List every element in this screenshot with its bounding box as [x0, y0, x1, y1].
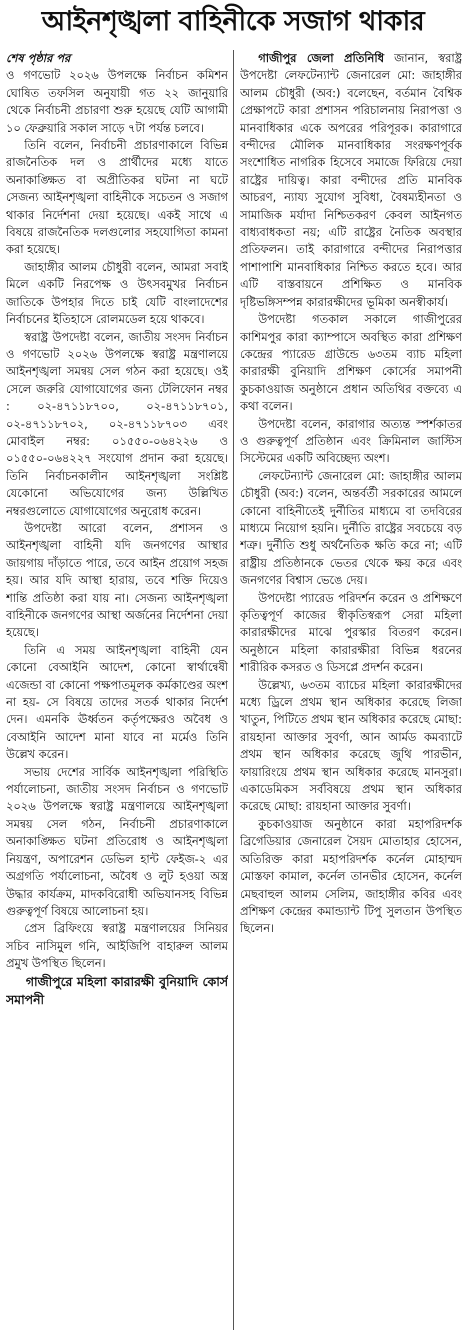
left-paragraph-5: উপদেষ্টা আরো বলেন, প্রশাসন ও আইনশৃঙ্খলা বাহিনী যদি জনগণের আস্থার জায়গায় দাঁড়াতে পারে, তবে আইন প্রয়োগ সহজ হয়। আর যদি আস্থা হারায়, তবে শক্তি দিয়েও শান্তি প্রতিষ্ঠা করা যায় না। সেজন্য আইনশৃঙ্খলা বাহিনীকে জনগণের আস্থা অর্জনের নির্দেশনা দেয়া হয়েছে। [6, 520, 228, 640]
left-paragraph-4: স্বরাষ্ট্র উপদেষ্টা বলেন, জাতীয় সংসদ নির্বাচন ও গণভোট ২০২৬ উপলক্ষে স্বরাষ্ট্র মন্ত্রণালয়ে আইনশৃঙ্খলা সমন্বয় সেল গঠন করা হয়েছে। ওই সেলে জরুরি যোগাযোগের জন্য টেলিফোন নম্বর : ০২-৪৭১১৮৭০০, ০২-৪৭১১৮৭০১, ০২-৪৭১১৮৭০২, ০২-৪৭১১৮৭০৩ এবং মোবাইল নম্বর: ০১৫৫০-০৬৪২২৬ ও ০১৫৫০-০৬৪২২৭ সংযোগ প্রদান করা হয়েছে। তিনি নির্বাচনকালীন আইনশৃঙ্খলা সংশ্লিষ্ট যেকোনো অভিযোগের জন্য উল্লিখিত নম্বরগুলোতে যোগাযোগের অনুরোধ করেন। [6, 329, 228, 518]
right-paragraph-4: লেফটেন্যান্ট জেনারেল মো: জাহাঙ্গীর আলম চৌধুরী (অব:) বলেন, অন্তর্বর্তী সরকারের আমলে কোনো বাহিনীতেই দুর্নীতির মাধ্যমে বা তদবিরের মাধ্যমে নিয়োগ হয়নি। দুর্নীতি রাষ্ট্রের সবচেয়ে বড় শত্রু। দুর্নীতি শুধু অর্থনৈতিক ক্ষতি করে না; এটি রাষ্ট্রীয় প্রতিষ্ঠানকে ভেতর থেকে ক্ষয় করে এবং জনগণের বিশ্বাস ভেঙে দেয়। [240, 468, 462, 588]
column-divider [233, 50, 234, 1330]
left-column [6, 50, 228, 1336]
headline: আইনশৃঙ্খলা বাহিনীকে সজাগ থাকার [41, 6, 425, 37]
right-paragraph-5: উপদেষ্টা প্যারেড পরিদর্শন করেন ও প্রশিক্ষণে কৃতিত্বপূর্ণ কাজের স্বীকৃতিস্বরূপ সেরা মহিলা কারারক্ষীদের মাঝে পুরস্কার বিতরণ করেন। অনুষ্ঠানে মহিলা কারারক্ষীরা বিভিন্ন ধরনের শারীরিক কসরত ও ডিসপ্লে প্রদর্শন করেন। [240, 590, 462, 675]
continued-kicker: শেষ পৃষ্ঠার পর [6, 51, 71, 65]
left-paragraph-8: প্রেস ব্রিফিংয়ে স্বরাষ্ট্র মন্ত্রণালয়ের সিনিয়র সচিব নাসিমুল গনি, আইজিপি বাহারুল আলম প্রমুখ উপস্থিত ছিলেন। [6, 921, 228, 971]
left-paragraph-3: জাহাঙ্গীর আলম চৌধুরী বলেন, আমরা সবাই মিলে একটি নিরপেক্ষ ও উৎসবমুখর নির্বাচন জাতিকে উপহার দিতে চাই যেটি বাংলাদেশের নির্বাচনের ইতিহাসে রোলমডেল হয়ে থাকবে। [6, 259, 228, 327]
dateline: গাজীপুর জেলা প্রতিনিধি [258, 51, 384, 65]
right-paragraph-6: উল্লেখ্য, ৬৩তম ব্যাচের মহিলা কারারক্ষীদের মধ্যে ড্রিলে প্রথম স্থান অধিকার করেছে লিজা খাতুন, পিটিতে প্রথম স্থান অধিকার করেছে মোছা: রায়হানা আক্তার সুবর্ণা, আন আর্মড কমব্যাটে প্রথম স্থান অধিকার করেছে জুথি পারভীন, ফায়ারিংয়ে প্রথম স্থান অধিকার করেছে মানসুরা। একাডেমিকস সর্ববিষয়ে প্রথম স্থান অধিকার করেছে মোছা: রায়হানা আক্তার সুবর্ণা। [240, 677, 462, 814]
left-paragraph-1-text: ও গণভোট ২০২৬ উপলক্ষে নির্বাচন কমিশন ঘোষিত তফসিল অনুযায়ী গত ২২ জানুয়ারি থেকে নির্বাচনী প্রচারণা শুরু হয়েছে যেটি আগামী ১০ ফেব্রুয়ারি সকাল সাড়ে ৭টা পর্যন্ত চলবে। [6, 68, 228, 135]
right-paragraph-1-text: জানান, স্বরাষ্ট্র উপদেষ্টা লেফটেন্যান্ট জেনারেল মো: জাহাঙ্গীর আলম চৌধুরী (অব:) বলেছেন, বর্তমান বৈশ্বিক প্রেক্ষাপটে কারা প্রশাসন পরিচালনায় নিরাপত্তা ও মানবাধিকার একে অপরের পরিপূরক। কারাগারে বন্দীদের মৌলিক মানবাধিকার সংরক্ষণপূর্বক সংশোধিত নাগরিক হিসেবে সমাজে ফিরিয়ে দেয়া রাষ্ট্রের দায়িত্ব। কারা বন্দীদের প্রতি মানবিক আচরণ, ন্যায্য সুযোগ সুবিধা, বৈষম্যহীনতা ও সামাজিক মর্যাদা নিশ্চিতকরণ কেবল আইনগত বাধ্যবাধকতা নয়; এটি রাষ্ট্রের নৈতিক অবস্থার প্রতিফলন। তাই কারাগারে বন্দীদের নিরাপত্তার পাশাপাশি মানবাধিকার নিশ্চিত করতে হবে। আর এটি বাস্তবায়নে প্রশিক্ষিত ও মানবিক দৃষ্টিভঙ্গিসম্পন্ন কারারক্ষীদের ভূমিকা অনস্বীকার্য। [240, 51, 462, 309]
right-column [240, 50, 462, 1336]
right-paragraph-1 [240, 50, 462, 311]
left-paragraph-2: তিনি বলেন, নির্বাচনী প্রচারণাকালে বিভিন্ন রাজনৈতিক দল ও প্রার্থীদের মধ্যে যাতে অনাকাঙ্ক্ষিত বা অপ্রীতিকর ঘটনা না ঘটে সেজন্য আইনশৃঙ্খলা বাহিনীকে সচেতন ও সজাগ থাকার নির্দেশনা দেয়া হয়েছে। একই সাথে এ বিষয়ে রাজনৈতিক দলগুলোর সহযোগিতা কামনা করা হয়েছে। [6, 138, 228, 257]
left-paragraph-6: তিনি এ সময় আইনশৃঙ্খলা বাহিনী যেন কোনো বেআইনি আদেশ, কোনো স্বার্থান্বেষী এজেন্ডা বা কোনো পক্ষপাতমূলক কর্মকাণ্ডের অংশ না হয়- সে বিষয়ে তাদের সতর্ক থাকার নির্দেশ দেন। এমনকি ঊর্ধ্বতন কর্তৃপক্ষেরও অবৈধ ও বেআইনি আদেশ মানা যাবে না মর্মেও তিনি উল্লেখ করেন। [6, 642, 228, 762]
left-paragraph-7: সভায় দেশের সার্বিক আইনশৃঙ্খলা পরিস্থিতি পর্যালোচনা, জাতীয় সংসদ নির্বাচন ও গণভোট ২০২৬ উপলক্ষে স্বরাষ্ট্র মন্ত্রণালয়ে আইনশৃঙ্খলা সমন্বয় সেল গঠন, নির্বাচনী প্রচারণাকালে অনাকাঙ্ক্ষিত ঘটনা প্রতিরোধ ও আইনশৃঙ্খলা নিয়ন্ত্রণ, অপারেশন ডেভিল হান্ট ফেইজ-২ এর অগ্রগতি পর্যালোচনা, অবৈধ ও লুট হওয়া অস্ত্র উদ্ধার কার্যক্রম, মাদকবিরোধী অভিযানসহ বিভিন্ন গুরুত্বপূর্ণ বিষয়ে আলোচনা হয়। [6, 764, 228, 918]
section-subhead: গাজীপুরে মহিলা কারারক্ষী বুনিয়াদি কোর্স সমাপনী [6, 973, 228, 1007]
right-paragraph-7: কুচকাওয়াজ অনুষ্ঠানে কারা মহাপরিদর্শক ব্রিগেডিয়ার জেনারেল সৈয়দ মোতাহার হোসেন, অতিরিক্ত কারা মহাপরিদর্শক কর্নেল মোহাম্মদ মোস্তফা কামাল, কর্নেল তানভীর হোসেন, কর্নেল মেছবাহুল আলম সেলিম, জাহাঙ্গীর কবির এবং প্রশিক্ষণ কেন্দ্রের কমান্ড্যান্ট টিপু সুলতান উপস্থিত ছিলেন। [240, 816, 462, 936]
right-paragraph-2: উপদেষ্টা গতকাল সকালে গাজীপুরের কাশিমপুর কারা ক্যাম্পাসে অবস্থিত কারা প্রশিক্ষণ কেন্দ্রের প্যারেড গ্রাউন্ডে ৬৩তম ব্যাচ মহিলা কারারক্ষী বুনিয়াদি প্রশিক্ষণ কোর্সের সমাপনী কুচকাওয়াজ অনুষ্ঠানে প্রধান অতিথির বক্তব্যে এ কথা বলেন। [240, 312, 462, 414]
right-paragraph-3: উপদেষ্টা বলেন, কারাগার অত্যন্ত স্পর্শকাতর ও গুরুত্বপূর্ণ প্রতিষ্ঠান এবং ক্রিমিনাল জাস্টিস সিস্টেমের একটি অবিচ্ছেদ্য অংশ। [240, 416, 462, 466]
left-paragraph-1 [6, 50, 228, 137]
